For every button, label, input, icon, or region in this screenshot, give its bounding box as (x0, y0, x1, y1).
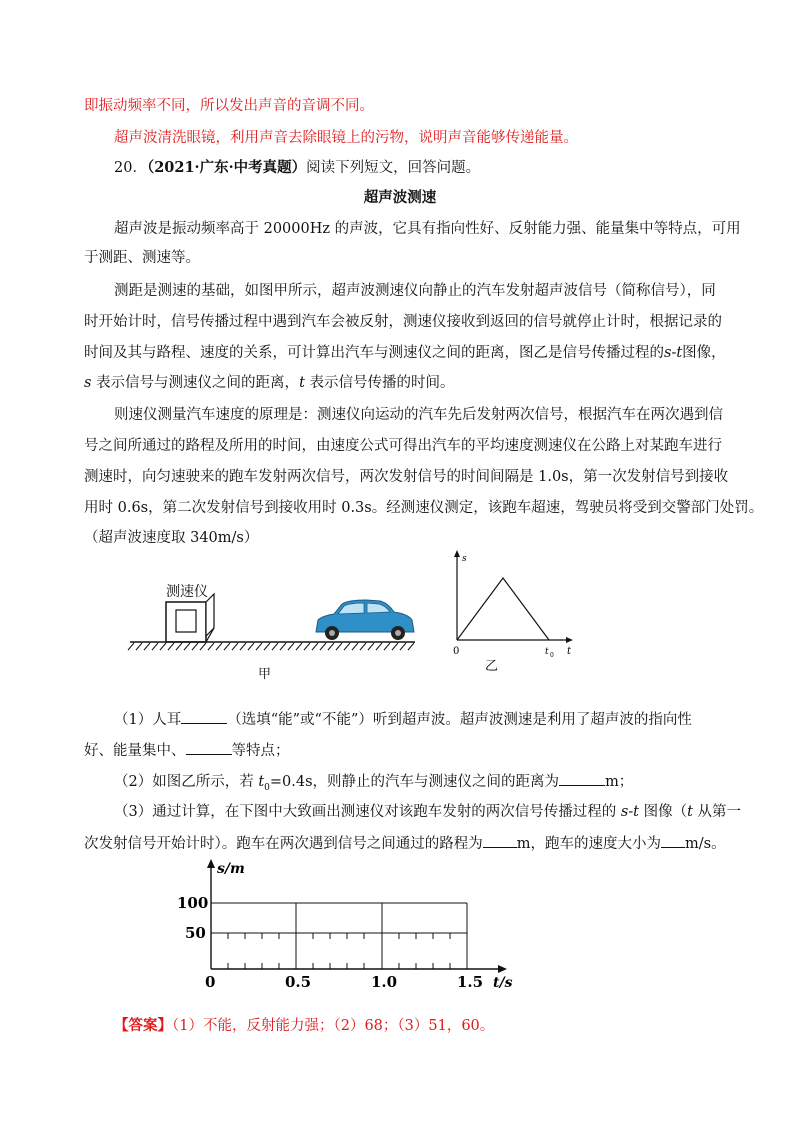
figure-jia (120, 570, 420, 685)
x-axis-arrow-icon (498, 965, 507, 973)
graph-x-label: t/s (493, 975, 513, 990)
answer-line (114, 1016, 494, 1036)
x-tick-0.5: 0.5 (285, 973, 312, 990)
q1-blank-2[interactable] (186, 740, 232, 755)
answer-continuation-line-2: 超声波清洗眼镜，利用声音去除眼镜上的污物，说明声音能够传递能量。 (114, 130, 578, 146)
graph-grid (211, 903, 467, 969)
question-number: 20． (114, 160, 147, 176)
q3-line-1: （3）通过计算，在下图中大致画出测速仪对该跑车发射的两次信号传播过程的 s-t 图像（t 从第一 (114, 804, 742, 820)
y-axis-arrow-icon (207, 859, 215, 868)
para2-line-4: s 表示信号与测速仪之间的距离，t 表示信号传播的时间。 (84, 375, 455, 391)
answer-text: （1）不能，反射能力强；（2）68；（3）51，60。 (172, 1018, 495, 1034)
para2-line-2: 时开始计时，信号传播过程中遇到汽车会被反射，测速仪接收到返回的信号就停止计时，根据记录的 (84, 314, 722, 330)
para3-line-5: （超声波速度取 340m/s） (84, 530, 259, 546)
para3-line-4: 用时 0.6s，第二次发射信号到接收用时 0.3s。经测速仪测定，该跑车超速，驾驶员将受到交警部门处罚。 (84, 500, 764, 516)
para3-line-2: 号之间所通过的路程及所用的时间，由速度公式可得出汽车的平均速度测速仪在公路上对某跑车进行 (84, 438, 722, 454)
q1-line-2: 好、能量集中、 等特点； (84, 740, 290, 761)
q2-blank[interactable] (559, 771, 605, 786)
para3-line-1: 则速仪测量汽车速度的原理是：测速仪向运动的汽车先后发射两次信号，根据汽车在两次遇到信 (114, 407, 723, 423)
question-source: （2021·广东·中考真题） (146, 159, 307, 176)
answer-label: 【答案】 (114, 1017, 172, 1034)
q1-line-1: （1）人耳 （选填“能”或“不能”）听到超声波。超声波测速是利用了超声波的指向性 (114, 709, 692, 730)
x-tick-0: 0 (205, 973, 216, 990)
svg-text:t: t (545, 647, 549, 657)
ground-hatch (128, 643, 414, 650)
figure-yi (445, 548, 580, 673)
graph-y-label: s/m (217, 861, 245, 877)
question-header (114, 158, 480, 178)
q3-blank-1[interactable] (483, 833, 517, 848)
y-tick-100: 100 (177, 894, 209, 912)
svg-text:0: 0 (550, 652, 554, 659)
svg-text:t: t (567, 646, 572, 657)
x-tick-1.5: 1.5 (457, 973, 484, 990)
para1-line-1: 超声波是振动频率高于 20000Hz 的声波，它具有指向性好、反射能力强、能量集中等特点，可用 (114, 221, 741, 237)
para2-line-3: 时间及其与路程、速度的关系，可计算出汽车与测速仪之间的距离，图乙是信号传播过程的s-t图像， (84, 345, 726, 361)
q1-blank-1[interactable] (181, 709, 227, 724)
q3-blank-2[interactable] (661, 833, 685, 848)
para3-line-3: 测速时，向匀速驶来的跑车发射两次信号，两次发射信号的时间间隔是 1.0s，第一次发射信号到接收 (84, 469, 729, 485)
device-label: 测速仪 (166, 584, 208, 600)
question-prompt: 阅读下列短文，回答问题。 (306, 160, 481, 176)
x-tick-1.0: 1.0 (371, 973, 398, 990)
answer-graph[interactable] (175, 855, 535, 990)
q2-line: （2）如图乙所示，若 $t_0=0.4s$，则静止的汽车与测速仪之间的距离为 m； (114, 771, 633, 798)
st-triangle-line (457, 578, 549, 640)
para1-line-2: 于测距、测速等。 (84, 250, 200, 266)
graph-minor-ticks (228, 933, 450, 969)
y-tick-50: 50 (185, 924, 206, 942)
st-term: s-t (664, 345, 683, 361)
q3-line-2: 次发射信号开始计时）。跑车在两次遇到信号之间通过的路程为 m，跑车的速度大小为 m/s。 (84, 833, 726, 854)
para2-line-1: 测距是测速的基础，如图甲所示，超声波测速仪向静止的汽车发射超声波信号（简称信号），同 (114, 283, 716, 299)
speed-detector-icon (166, 594, 214, 642)
car-icon (316, 600, 414, 640)
answer-continuation-line-1: 即振动频率不同，所以发出声音的音调不同。 (84, 98, 374, 114)
svg-text:s: s (462, 554, 467, 564)
article-title: 超声波测速 (363, 189, 437, 206)
figure-yi-caption: 乙 (485, 659, 499, 673)
svg-text:0: 0 (453, 646, 460, 657)
figure-jia-caption: 甲 (258, 667, 272, 682)
